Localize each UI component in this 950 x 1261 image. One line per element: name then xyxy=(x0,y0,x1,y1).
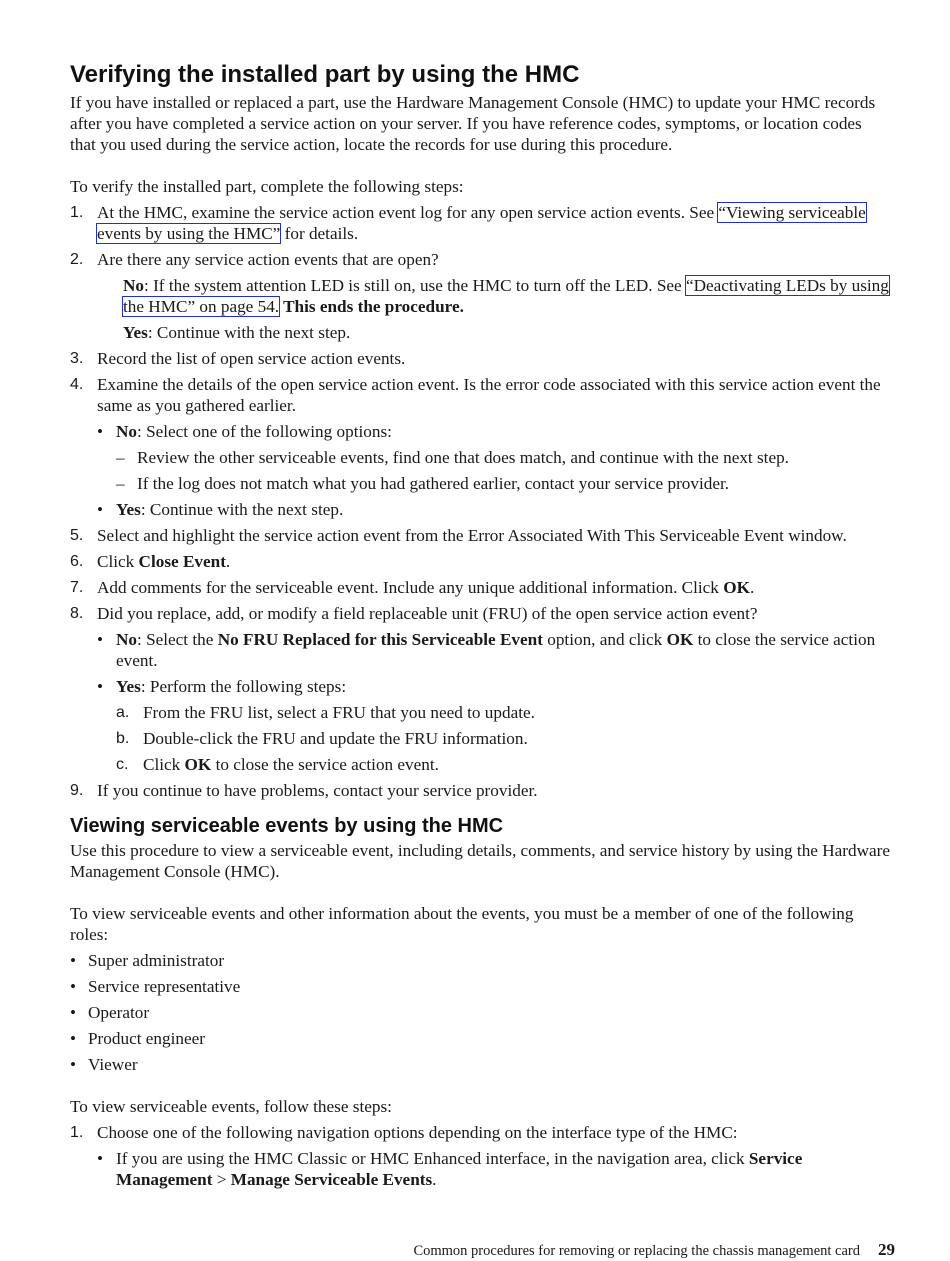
step-4-option-1: – Review the other serviceable events, find one that does match, and continue with the next step. xyxy=(116,448,789,467)
step-4-option-2: – If the log does not match what you had gathered earlier, contact your service provider. xyxy=(116,474,730,493)
bullet-icon: • xyxy=(70,1029,77,1048)
link-deactivating-leds[interactable]: “Deactivating LEDs by using the HMC” on page 54. xyxy=(123,276,889,316)
step-8: 8. Did you replace, add, or modify a field replaceable unit (FRU) of the open service action event? xyxy=(70,604,758,623)
section2-step-1-option: • If you are using the HMC Classic or HMC Enhanced interface, in the navigation area, click Service Management > Manage Serviceable Events. xyxy=(97,1149,803,1189)
section2-intro: Use this procedure to view a serviceable event, including details, comments, and service history by using the Hardware Management Console (HMC). xyxy=(70,841,890,881)
step-4-yes: • Yes: Continue with the next step. xyxy=(97,500,344,519)
role-item: • Operator xyxy=(70,1003,150,1022)
step-3: 3. Record the list of open service action events. xyxy=(70,349,406,368)
document-page xyxy=(70,58,890,1190)
role-item: • Product engineer xyxy=(70,1029,205,1048)
step-1: 1. At the HMC, examine the service action event log for any open service action events. See “Viewing serviceable events by using the HMC” for details. xyxy=(70,203,866,243)
role-item: • Viewer xyxy=(70,1055,138,1074)
bullet-icon: • xyxy=(97,677,104,696)
step-8b: b. Double-click the FRU and update the FRU information. xyxy=(116,729,528,748)
footer-text: Common procedures for removing or replacing the chassis management card xyxy=(413,1243,860,1259)
bullet-icon: • xyxy=(70,1055,77,1074)
step-2-no: No: If the system attention LED is still on, use the HMC to turn off the LED. See “Deactivating LEDs by using the HMC” on page 54. This ends the procedure. xyxy=(123,276,889,316)
step-8-no: • No: Select the No FRU Replaced for this Serviceable Event option, and click OK to close the service action event. xyxy=(97,630,876,670)
section-title-verifying: Verifying the installed part by using the HMC xyxy=(70,61,580,88)
step-6: 6. Click Close Event. xyxy=(70,552,231,571)
bullet-icon: • xyxy=(97,500,104,519)
section2-step-1: 1. Choose one of the following navigation options depending on the interface type of the HMC: xyxy=(70,1123,738,1142)
step-8-yes: • Yes: Perform the following steps: xyxy=(97,677,347,696)
bullet-icon: • xyxy=(70,1003,77,1022)
roles-lead: To view serviceable events and other information about the events, you must be a member of one of the following roles: xyxy=(70,904,854,944)
step-8c: c. Click OK to close the service action event. xyxy=(116,755,439,774)
bullet-icon: • xyxy=(70,951,77,970)
intro-paragraph: If you have installed or replaced a part, use the Hardware Management Console (HMC) to update your HMC records after you have completed a service action on your server. If you have reference codes, symptoms, or location codes that you used during the service action, locate the records for use during this procedure. xyxy=(70,93,876,154)
dash-icon: – xyxy=(116,474,125,493)
role-item: • Super administrator xyxy=(70,951,225,970)
role-item: • Service representative xyxy=(70,977,241,996)
bullet-icon: • xyxy=(97,1149,104,1168)
bullet-icon: • xyxy=(97,630,104,649)
step-8a: a. From the FRU list, select a FRU that you need to update. xyxy=(116,703,535,722)
page-footer xyxy=(413,1240,895,1261)
step-2-yes: Yes: Continue with the next step. xyxy=(123,323,351,342)
step-4-no: • No: Select one of the following options: xyxy=(97,422,392,441)
step-5: 5. Select and highlight the service action event from the Error Associated With This Serviceable Event window. xyxy=(70,526,847,545)
steps-lead: To verify the installed part, complete the following steps: xyxy=(70,177,464,196)
dash-icon: – xyxy=(116,448,125,467)
steps-lead-2: To view serviceable events, follow these steps: xyxy=(70,1097,392,1116)
section-title-viewing: Viewing serviceable events by using the HMC xyxy=(70,815,504,837)
step-7: 7. Add comments for the serviceable event. Include any unique additional information. Click OK. xyxy=(70,578,755,597)
link-viewing-serviceable-events[interactable]: “Viewing serviceable events by using the HMC” xyxy=(97,203,866,243)
step-2: 2. Are there any service action events that are open? xyxy=(70,250,439,269)
bullet-icon: • xyxy=(97,422,104,441)
bullet-icon: • xyxy=(70,977,77,996)
step-4: 4. Examine the details of the open service action event. Is the error code associated with this service action event the same as you gathered earlier. xyxy=(70,375,881,415)
page-number: 29 xyxy=(878,1240,895,1259)
step-9: 9. If you continue to have problems, contact your service provider. xyxy=(70,781,538,800)
